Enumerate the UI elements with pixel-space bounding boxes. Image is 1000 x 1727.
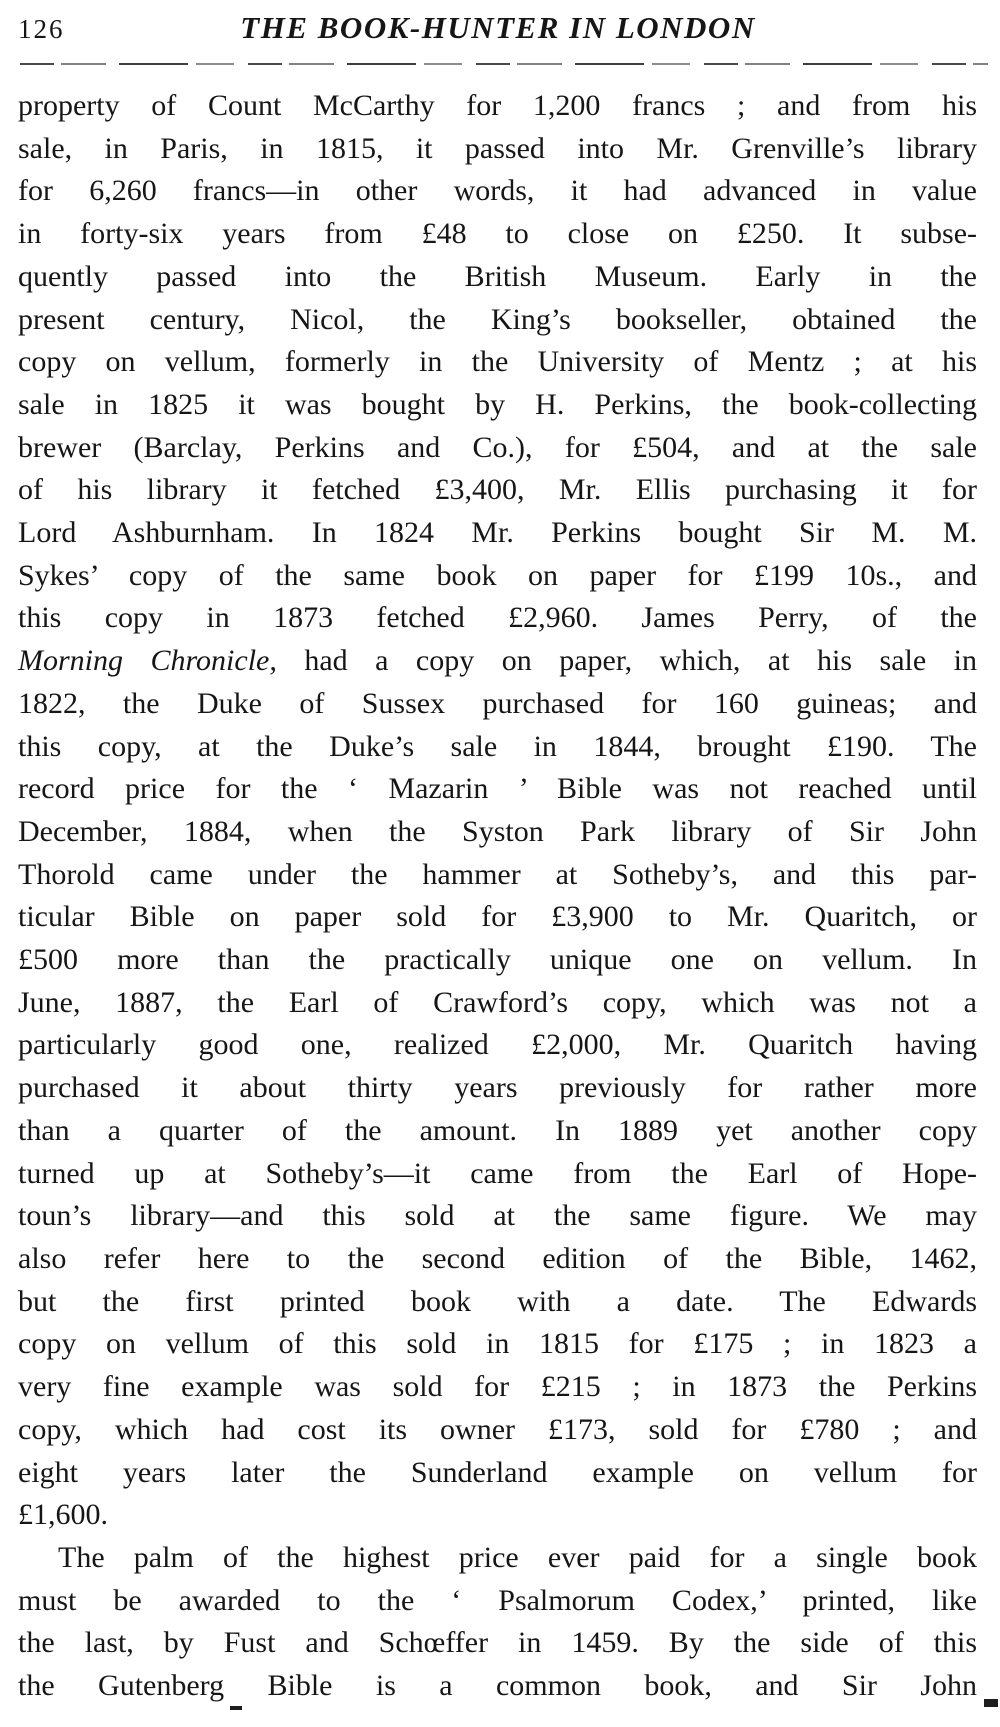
text-line	[18, 1067, 977, 1110]
text-run: very fine example was sold for £215 ; in 1873 the Perkins	[18, 1370, 977, 1404]
text-run: 1822, the Duke of Sussex purchased for 160 guineas; and	[18, 686, 977, 720]
text-run: for 6,260 francs—in other words, it had advanced in value	[18, 174, 977, 208]
paragraph	[18, 85, 977, 1537]
text-line	[18, 597, 977, 640]
text-line	[18, 1238, 977, 1281]
italic-text: Morning Chronicle,	[18, 644, 277, 678]
text-run: but the first printed book with a date. The Edwards	[18, 1284, 977, 1318]
text-run: turned up at Sotheby’s—it came from the Earl of Hope-	[18, 1156, 977, 1190]
text-line	[18, 384, 977, 427]
text-run: this copy, at the Duke’s sale in 1844, brought £190. The	[18, 729, 977, 763]
scan-artifact	[230, 1706, 242, 1710]
text-line	[18, 1409, 977, 1452]
text-run: toun’s library—and this sold at the same figure. We may	[18, 1199, 977, 1233]
text-line	[18, 1024, 977, 1067]
text-run: property of Count McCarthy for 1,200 francs ; and from his	[18, 89, 977, 122]
text-line	[18, 1537, 977, 1580]
text-line	[18, 768, 977, 811]
text-run: quently passed into the British Museum. Early in the	[18, 259, 977, 293]
text-line	[18, 341, 977, 384]
text-line	[18, 85, 977, 128]
text-run: than a quarter of the amount. In 1889 yet another copy	[18, 1113, 977, 1147]
text-line	[18, 811, 977, 854]
text-line	[18, 683, 977, 726]
text-run: The palm of the highest price ever paid for a single book	[58, 1540, 977, 1574]
text-run: June, 1887, the Earl of Crawford’s copy, which was not a	[18, 985, 977, 1019]
header-rule	[20, 63, 988, 65]
text-line	[18, 213, 977, 256]
text-line	[18, 1195, 977, 1238]
text-line	[18, 512, 977, 555]
text-run: also refer here to the second edition of the Bible, 1462,	[18, 1241, 977, 1275]
text-line	[18, 555, 977, 598]
text-line	[18, 1153, 977, 1196]
text-run: £500 more than the practically unique one on vellum. In	[18, 943, 977, 977]
text-line	[18, 1366, 977, 1409]
text-run: eight years later the Sunderland example on vellum for	[18, 1455, 977, 1489]
text-line	[18, 1323, 977, 1366]
text-line	[18, 726, 977, 769]
page-header	[18, 8, 978, 54]
text-run: Thorold came under the hammer at Sotheby’s, and this par-	[18, 857, 977, 891]
text-run: Sykes’ copy of the same book on paper for £199 10s., and	[18, 558, 977, 592]
text-line	[18, 982, 977, 1025]
text-run: of his library it fetched £3,400, Mr. Ellis purchasing it for	[18, 473, 977, 507]
text-line	[18, 1452, 977, 1495]
text-run: brewer (Barclay, Perkins and Co.), for £504, and at the sale	[18, 430, 977, 464]
text-run: the last, by Fust and Schœffer in 1459. By the side of this	[18, 1626, 977, 1660]
text-line	[18, 1622, 977, 1665]
text-line	[18, 1281, 977, 1324]
text-run: in forty-six years from £48 to close on £250. It subse-	[18, 217, 977, 251]
text-run: had a copy on paper, which, at his sale in	[276, 644, 977, 678]
text-line	[18, 854, 977, 897]
text-run: £1,600.	[18, 1498, 108, 1532]
text-run: the Gutenberg Bible is a common book, and Sir John	[18, 1669, 977, 1703]
text-line	[18, 1580, 977, 1623]
paragraph	[18, 1537, 977, 1708]
text-run: present century, Nicol, the King’s bookseller, obtained the	[18, 302, 977, 336]
text-line	[18, 299, 977, 342]
text-run: copy on vellum of this sold in 1815 for £175 ; in 1823 a	[18, 1327, 977, 1361]
text-line	[18, 640, 977, 683]
text-run: purchased it about thirty years previously for rather more	[18, 1071, 977, 1105]
text-run: sale in 1825 it was bought by H. Perkins, the book-collecting	[18, 387, 977, 421]
page-body	[18, 85, 977, 1708]
text-run: Lord Ashburnham. In 1824 Mr. Perkins bought Sir M. M.	[18, 516, 977, 550]
text-line	[18, 1494, 977, 1537]
text-run: ticular Bible on paper sold for £3,900 to Mr. Quaritch, or	[18, 900, 977, 934]
running-title: THE BOOK-HUNTER IN LONDON	[240, 10, 756, 45]
page-number: 126	[18, 14, 65, 44]
text-line	[18, 128, 977, 171]
text-run: this copy in 1873 fetched £2,960. James Perry, of the	[18, 601, 977, 635]
text-line	[18, 896, 977, 939]
text-line	[18, 1110, 977, 1153]
text-line	[18, 427, 977, 470]
text-run: must be awarded to the ‘ Psalmorum Codex,’ printed, like	[18, 1583, 977, 1617]
text-run: December, 1884, when the Syston Park library of Sir John	[18, 814, 977, 848]
text-run: record price for the ‘ Mazarin ’ Bible was not reached until	[18, 772, 977, 806]
text-run: copy, which had cost its owner £173, sold for £780 ; and	[18, 1412, 977, 1446]
text-line	[18, 469, 977, 512]
text-line	[18, 939, 977, 982]
text-run: particularly good one, realized £2,000, Mr. Quaritch having	[18, 1028, 977, 1062]
text-line	[18, 256, 977, 299]
text-line	[18, 1665, 977, 1708]
scan-artifact	[984, 1699, 998, 1707]
text-line	[18, 170, 977, 213]
text-run: sale, in Paris, in 1815, it passed into Mr. Grenville’s library	[18, 131, 977, 165]
text-run: copy on vellum, formerly in the University of Mentz ; at his	[18, 345, 977, 379]
